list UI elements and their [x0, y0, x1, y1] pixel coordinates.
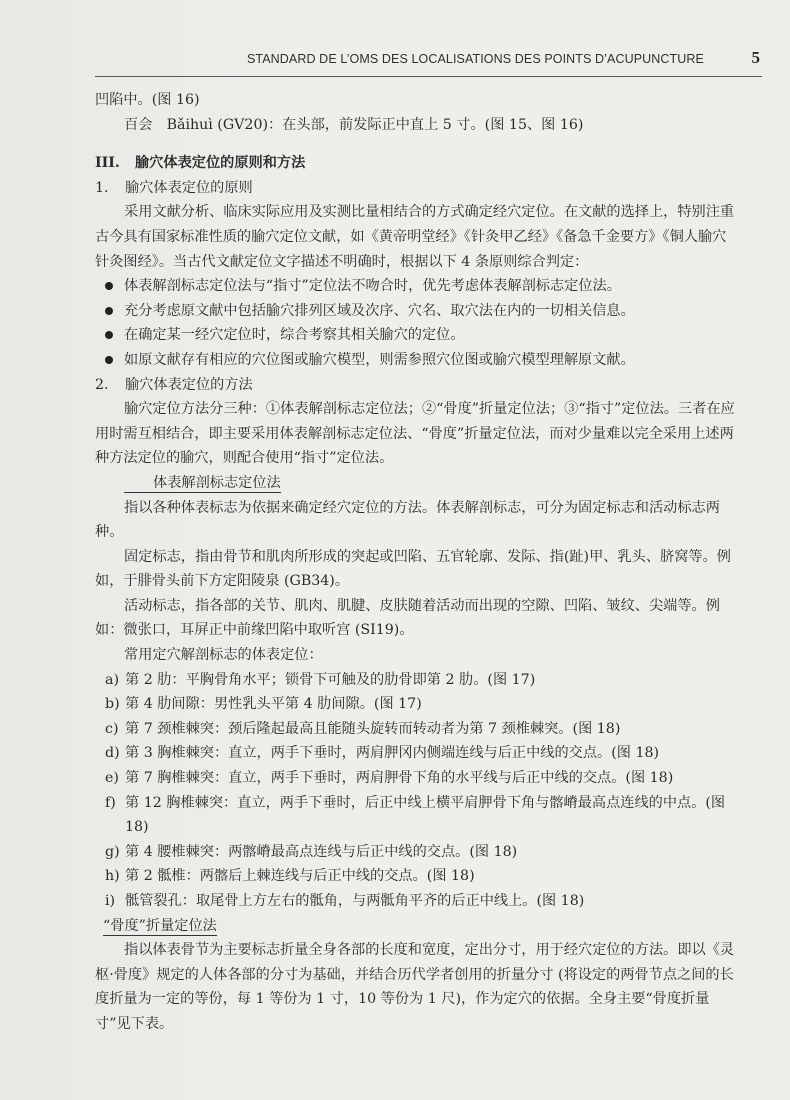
bullet-text: 如原文献存有相应的穴位图或腧穴模型，则需参照穴位图或腧穴模型理解原文献。 [124, 351, 635, 368]
list-item [95, 864, 735, 889]
list-item-label: a) [105, 671, 119, 688]
bullet-item [95, 348, 735, 373]
paragraph: 常用定穴解剖标志的体表定位： [124, 647, 323, 664]
paragraph: 指以体表骨节为主要标志折量全身各部的长度和宽度，定出分寸，用于经穴定位的方法。即以《灵枢·骨度》规定的人体各部的分寸为基础，并结合历代学者创用的折量分寸 (将设定的两骨节点之间的长度折量为一定的等份，每 1 等份为 1 寸，10 等份为 1 尺)，作为定穴的依据。全身主要“骨度折量寸”见下表。 [95, 942, 735, 1032]
bullet-item [95, 299, 735, 324]
subsection-title: 腧穴体表定位的原则 [125, 179, 253, 196]
method-heading-text: “骨度”折量定位法 [103, 917, 217, 934]
paragraph: 采用文献分析、临床实际应用及实测比量相结合的方式确定经穴定位。在文献的选择上，特别注重古今具有国家标准性质的腧穴定位文献，如《黄帝明堂经》《针灸甲乙经》《备急千金要方》《铜人腧穴针灸图经》。当古代文献定位文字描述不明确时，根据以下 4 条原则综合判定： [95, 204, 735, 270]
list-item [95, 889, 735, 914]
list-item [95, 791, 735, 840]
paragraph: 腧穴定位方法分三种：①体表解剖标志定位法；②“骨度”折量定位法；③“指寸”定位法。三者在应用时需互相结合，即主要采用体表解剖标志定位法、“骨度”折量定位法，而对少量难以完全采用上述两种方法定位的腧穴，则配合使用“指寸”定位法。 [95, 401, 735, 467]
method-heading [95, 471, 735, 496]
list-item-label: i) [105, 893, 116, 909]
subsection-number: 1. [95, 179, 109, 196]
list-item-label: g) [105, 843, 120, 860]
running-title: STANDARD DE L’OMS DES LOCALISATIONS DES POINTS D’ACUPUNCTURE [246, 52, 704, 66]
text-line: 凹陷中。(图 16) [95, 92, 200, 108]
acupoint-baihui-entry: 百会 Bǎihuì (GV20)：在头部，前发际正中直上 5 寸。(图 15、图 16) [124, 116, 584, 133]
page-header [95, 48, 762, 77]
section-heading [95, 151, 735, 176]
list-item-text: 第 12 胸椎棘突：直立，两手下垂时，后正中线上横平肩胛骨下角与髂嵴最高点连线的中点。(图 18) [125, 794, 726, 836]
list-item [95, 840, 735, 865]
list-item [95, 717, 735, 742]
list-item-label: b) [105, 696, 120, 713]
list-item-text: 第 4 肋间隙：男性乳头平第 4 肋间隙。(图 17) [125, 696, 422, 713]
bullet-text: 充分考虑原文献中包括腧穴排列区域及次序、穴名、取穴法在内的一切相关信息。 [124, 302, 635, 319]
bullet-item [95, 274, 735, 299]
bullet-item [95, 323, 735, 348]
list-item [95, 766, 735, 791]
list-item [95, 741, 735, 766]
list-item [95, 692, 735, 717]
list-item-text: 第 7 颈椎棘突：颈后隆起最高且能随头旋转而转动者为第 7 颈椎棘突。(图 18) [125, 720, 621, 737]
page-content [95, 88, 735, 1037]
subsection-heading [95, 176, 735, 201]
section-title: 腧穴体表定位的原则和方法 [135, 155, 306, 172]
list-item-text: 第 2 骶椎：两髂后上棘连线与后正中线的交点。(图 18) [125, 868, 475, 885]
subsection-number: 2. [95, 376, 109, 393]
bullet-icon [105, 356, 113, 364]
list-item [95, 668, 735, 693]
list-item-label: h) [105, 868, 120, 885]
paragraph: 活动标志，指各部的关节、肌肉、肌腱、皮肤随着活动而出现的空隙、凹陷、皱纹、尖端等。例如：微张口，耳屏正中前缘凹陷中取听宫 (SI19)。 [95, 597, 720, 639]
method-heading-text: 体表解剖标志定位法 [124, 474, 281, 493]
section-number: III. [95, 155, 120, 172]
list-item-label: d) [105, 745, 120, 762]
method-heading [95, 914, 735, 939]
list-item-text: 第 3 胸椎棘突：直立，两手下垂时，两肩胛冈内侧端连线与后正中线的交点。(图 18) [125, 745, 660, 762]
bullet-icon [105, 307, 113, 315]
subsection-title: 腧穴体表定位的方法 [125, 376, 253, 393]
list-item-text: 骶管裂孔：取尾骨上方左右的骶角，与两骶角平齐的后正中线上。(图 18) [125, 893, 585, 909]
subsection-heading [95, 373, 735, 398]
bullet-text: 体表解剖标志定位法与“指寸”定位法不吻合时，优先考虑体表解剖标志定位法。 [124, 278, 621, 295]
paragraph: 固定标志，指由骨节和肌肉所形成的突起或凹陷、五官轮廓、发际、指(趾)甲、乳头、脐窝等。例如，于腓骨头前下方定阳陵泉 (GB34)。 [95, 548, 731, 590]
list-item-text: 第 7 胸椎棘突：直立，两手下垂时，两肩胛骨下角的水平线与后正中线的交点。(图 18) [125, 770, 674, 787]
list-item-label: e) [105, 770, 119, 787]
page-number: 5 [751, 48, 760, 67]
bullet-text: 在确定某一经穴定位时，综合考察其相关腧穴的定位。 [124, 327, 465, 344]
list-item-label: f) [105, 794, 116, 811]
bullet-icon [105, 331, 113, 339]
paragraph: 指以各种体表标志为依据来确定经穴定位的方法。体表解剖标志，可分为固定标志和活动标志两种。 [95, 499, 720, 541]
list-item-text: 第 4 腰椎棘突：两髂嵴最高点连线与后正中线的交点。(图 18) [125, 843, 518, 860]
list-item-label: c) [105, 720, 119, 737]
bullet-icon [105, 282, 113, 290]
list-item-text: 第 2 肋：平胸骨角水平；锁骨下可触及的肋骨即第 2 肋。(图 17) [125, 671, 536, 688]
